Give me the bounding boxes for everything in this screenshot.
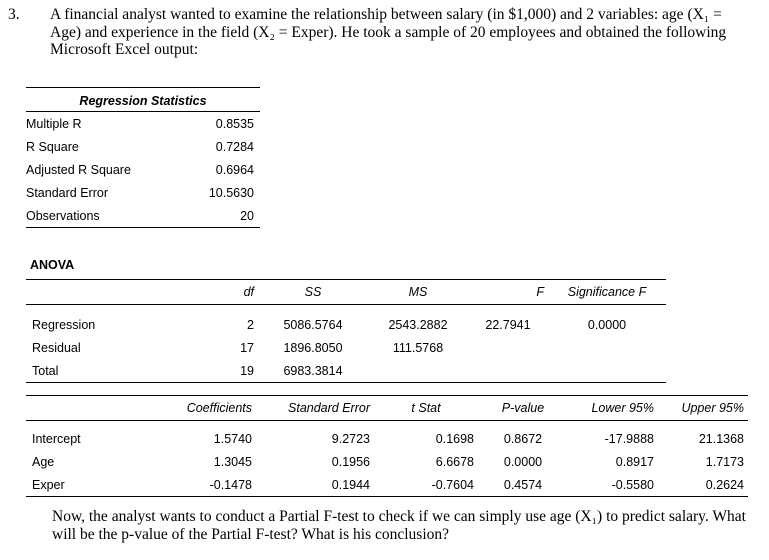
stats-row	[26, 112, 260, 135]
anova-header: Significance F	[548, 280, 666, 305]
stats-value: 20	[183, 204, 260, 228]
coefficients-header: Upper 95%	[658, 396, 748, 421]
coefficient-value: 1.5740	[213, 431, 252, 446]
stats-value: 0.6964	[215, 162, 254, 177]
anova-header: F	[468, 280, 548, 305]
closing-question: Now, the analyst wants to conduct a Partial F-test to check if we can simply use age (X₁) to predict salary. What will be the p-value of the Partial F-test? What is his conclusion?	[52, 508, 746, 543]
coefficient-term: Exper	[26, 473, 166, 497]
upper-95: 21.1368	[698, 431, 744, 446]
stats-label: Observations	[26, 204, 183, 228]
anova-source: Regression	[32, 317, 96, 332]
anova-df: 2	[247, 317, 254, 332]
anova-f: 22.7941	[485, 317, 531, 332]
anova-ms: 2543.2882	[388, 317, 448, 332]
coefficients-header-row	[26, 396, 748, 421]
coefficients-header: P-value	[478, 396, 568, 421]
anova-ms: 111.5768	[392, 340, 444, 355]
stats-label: R Square	[26, 139, 79, 154]
stats-value: 0.8535	[215, 116, 254, 131]
anova-ss: 1896.8050	[283, 340, 343, 355]
stats-row	[26, 181, 260, 204]
lower-95: -0.5580	[568, 473, 658, 497]
coefficients-header: Coefficients	[166, 396, 256, 421]
stats-label: Adjusted R Square	[26, 162, 131, 177]
p-value: 0.0000	[503, 454, 543, 469]
stats-label: Multiple R	[26, 116, 82, 131]
anova-significance-f: 0.0000	[587, 317, 627, 332]
coefficient-term: Intercept	[32, 431, 81, 446]
stats-row	[26, 135, 260, 158]
coefficients-row	[26, 450, 748, 473]
anova-ss: 6983.3814	[258, 359, 368, 383]
question-text: A financial analyst wanted to examine the relationship between salary (in $1,000) and 2 variables: age (X₁ = Age) and experience in the field (X₂ = Exper). He took a sample of 20 employees and obtained the following Microsoft Excel output:	[50, 6, 727, 58]
anova-significance-f	[548, 336, 666, 359]
stats-value: 10.5630	[208, 185, 254, 200]
anova-row	[26, 336, 666, 359]
coefficients-row	[26, 473, 748, 497]
t-stat: 0.1698	[435, 431, 474, 446]
standard-error: 0.1956	[331, 454, 370, 469]
question-intro	[8, 6, 753, 59]
t-stat: -0.7604	[374, 473, 478, 497]
upper-95: 0.2624	[658, 473, 748, 497]
anova-header: MS	[368, 280, 468, 305]
standard-error: 0.1944	[256, 473, 374, 497]
upper-95: 1.7173	[705, 454, 744, 469]
coefficient-value: -0.1478	[166, 473, 256, 497]
stats-row	[26, 158, 260, 181]
anova-row	[26, 359, 666, 383]
regression-statistics-table	[26, 87, 260, 228]
regression-statistics-title: Regression Statistics	[26, 87, 260, 112]
standard-error: 9.2723	[331, 431, 370, 446]
anova-header-row	[26, 280, 666, 305]
anova-title: ANOVA	[30, 258, 75, 272]
anova-source: Total	[26, 359, 158, 383]
stats-row	[26, 204, 260, 228]
question-number: 3.	[8, 6, 20, 23]
stats-label: Standard Error	[26, 185, 108, 200]
lower-95: 0.8917	[615, 454, 654, 469]
anova-row	[26, 313, 666, 336]
coefficients-header	[26, 396, 166, 421]
t-stat: 6.6678	[435, 454, 474, 469]
anova-df: 17	[240, 340, 254, 355]
anova-ms	[368, 359, 468, 383]
anova-df: 19	[158, 359, 258, 383]
anova-f	[468, 336, 548, 359]
coefficients-header: t Stat	[374, 396, 478, 421]
p-value: 0.8672	[503, 431, 543, 446]
anova-source: Residual	[32, 340, 81, 355]
coefficients-row	[26, 427, 748, 450]
anova-ss: 5086.5764	[283, 317, 343, 332]
anova-header	[26, 280, 158, 305]
p-value: 0.4574	[478, 473, 568, 497]
anova-header: SS	[258, 280, 368, 305]
lower-95: -17.9888	[604, 431, 654, 446]
anova-f	[468, 359, 548, 383]
anova-header: df	[158, 280, 258, 305]
anova-significance-f	[548, 359, 666, 383]
anova-table	[26, 279, 666, 383]
coefficient-term: Age	[32, 454, 55, 469]
coefficient-value: 1.3045	[213, 454, 252, 469]
coefficients-header: Standard Error	[256, 396, 374, 421]
stats-value: 0.7284	[215, 139, 254, 154]
coefficients-table	[26, 395, 748, 497]
coefficients-header: Lower 95%	[568, 396, 658, 421]
